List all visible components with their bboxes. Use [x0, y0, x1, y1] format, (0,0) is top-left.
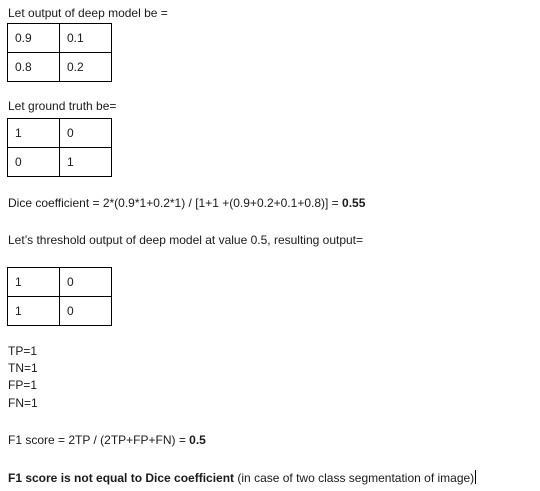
- matrix-cell: 1: [8, 119, 60, 148]
- matrix-cell: 0.9: [8, 24, 60, 53]
- matrix-cell: 0.8: [8, 53, 60, 82]
- f1-formula: F1 score = 2TP / (2TP+FP+FN) =: [8, 433, 190, 447]
- threshold-matrix: [7, 267, 112, 326]
- matrix-row: [8, 24, 112, 53]
- matrix-cell: 0.1: [60, 24, 112, 53]
- text-cursor: [475, 470, 476, 484]
- dice-formula: Dice coefficient = 2*(0.9*1+0.2*1) / [1+1 +(0.9+0.2+0.1+0.8)] =: [8, 196, 343, 210]
- conclusion-note: (in case of two class segmentation of image): [234, 471, 475, 485]
- matrix-row: [8, 268, 112, 297]
- matrix-cell: 1: [60, 148, 112, 177]
- matrix-cell: 1: [8, 268, 60, 297]
- matrix-cell: 0: [8, 148, 60, 177]
- matrix-cell: 0: [60, 268, 112, 297]
- matrix-row: [8, 297, 112, 326]
- threshold-text: Let’s threshold output of deep model at value 0.5, resulting output=: [8, 233, 364, 247]
- matrix-cell: 0: [60, 297, 112, 326]
- matrix-row: [8, 53, 112, 82]
- fn-count: FN=1: [8, 396, 38, 410]
- conclusion-bold: F1 score is not equal to Dice coefficient: [8, 471, 235, 485]
- matrix-row: [8, 119, 112, 148]
- matrix-cell: 0: [60, 119, 112, 148]
- dice-result: 0.55: [342, 196, 366, 210]
- matrix-row: [8, 148, 112, 177]
- truth-intro-text: Let ground truth be=: [8, 99, 117, 113]
- dice-line: [8, 196, 365, 210]
- f1-line: [8, 433, 206, 447]
- fp-count: FP=1: [8, 378, 38, 392]
- tn-count: TN=1: [8, 361, 38, 375]
- matrix-cell: 0.2: [60, 53, 112, 82]
- output-matrix: [7, 23, 112, 82]
- f1-result: 0.5: [189, 433, 206, 447]
- conclusion-line: [8, 470, 476, 485]
- tp-count: TP=1: [8, 344, 38, 358]
- ground-truth-matrix: [7, 118, 112, 177]
- output-intro-text: Let output of deep model be =: [8, 6, 168, 20]
- matrix-cell: 1: [8, 297, 60, 326]
